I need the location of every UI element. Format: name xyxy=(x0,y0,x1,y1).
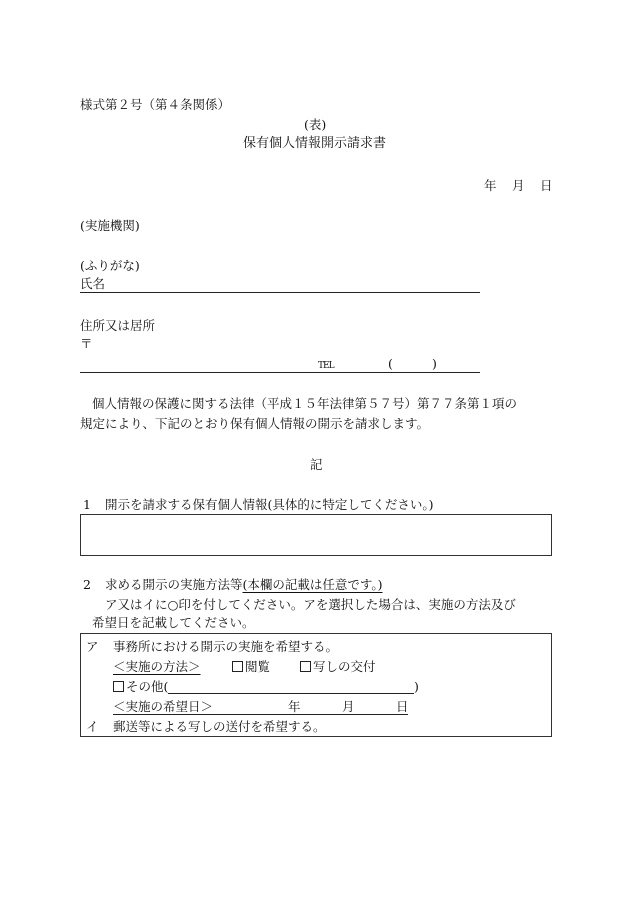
method-view-checkbox[interactable] xyxy=(232,661,243,672)
date-year-label: 年 xyxy=(484,178,497,193)
method-other-field-line[interactable] xyxy=(168,693,414,694)
section2-title-prefix: 求める開示の実施方法等 xyxy=(105,577,243,592)
option-b-marker[interactable]: イ xyxy=(86,719,99,734)
method-label: ＜実施の方法＞ xyxy=(113,659,201,674)
date-day-label: 日 xyxy=(540,178,553,193)
method-view-label: 閲覧 xyxy=(245,659,271,674)
side-label: (表) xyxy=(304,117,327,132)
section2-number: 2 xyxy=(83,577,91,592)
section2-title xyxy=(105,577,383,593)
option-b-text: 郵送等による写しの送付を希望する。 xyxy=(113,719,326,734)
section1-title: 開示を請求する保有個人情報(具体的に特定してください。) xyxy=(105,497,434,512)
body-text-line2: 規定により、下記のとおり保有個人情報の開示を請求します。 xyxy=(80,416,430,431)
section2-title-note: (本欄の記載は任意です。) xyxy=(242,577,383,592)
method-copy-option[interactable] xyxy=(300,659,376,675)
form-number: 様式第２号（第４条関係） xyxy=(80,97,231,112)
hope-date-label: ＜実施の希望日＞ xyxy=(113,699,214,714)
method-other-option[interactable] xyxy=(113,679,168,695)
section1-input-box[interactable] xyxy=(80,514,552,556)
hope-date-day: 日 xyxy=(396,699,409,714)
name-field-line[interactable] xyxy=(80,292,480,293)
method-copy-checkbox[interactable] xyxy=(300,661,311,672)
option-a-text: 事務所における開示の実施を希望する。 xyxy=(113,639,339,654)
address-field-line[interactable] xyxy=(80,372,480,373)
section2-instruction-line2: 希望日を記載してください。 xyxy=(92,615,255,630)
method-view-option[interactable] xyxy=(232,659,270,675)
method-other-label: その他( xyxy=(126,679,169,694)
hope-date-month: 月 xyxy=(342,699,355,714)
method-copy-label: 写しの交付 xyxy=(313,659,376,674)
hope-date-field-line[interactable] xyxy=(113,714,408,715)
furigana-label: (ふりがな) xyxy=(80,258,140,273)
name-label: 氏名 xyxy=(80,276,106,291)
postal-mark: 〒 xyxy=(80,336,93,351)
tel-paren-open: ( xyxy=(388,356,393,371)
section1-number: 1 xyxy=(83,497,91,512)
option-a-marker[interactable]: ア xyxy=(86,639,99,654)
form-title: 保有個人情報開示請求書 xyxy=(243,136,387,151)
section2-instruction-line1: ア又はイに○印を付してください。アを選択した場合は、実施の方法及び xyxy=(105,597,516,612)
method-other-checkbox[interactable] xyxy=(113,681,124,692)
address-label: 住所又は居所 xyxy=(80,318,156,333)
date-month-label: 月 xyxy=(512,178,525,193)
tel-paren-close: ) xyxy=(432,356,437,371)
method-other-close: ) xyxy=(414,679,419,694)
tel-label: TEL xyxy=(318,361,334,371)
agency-label: (実施機関) xyxy=(80,218,140,233)
ki-label: 記 xyxy=(310,457,323,472)
body-text-line1: 個人情報の保護に関する法律（平成１５年法律第５７号）第７７条第１項の xyxy=(92,396,518,411)
hope-date-year: 年 xyxy=(288,699,301,714)
